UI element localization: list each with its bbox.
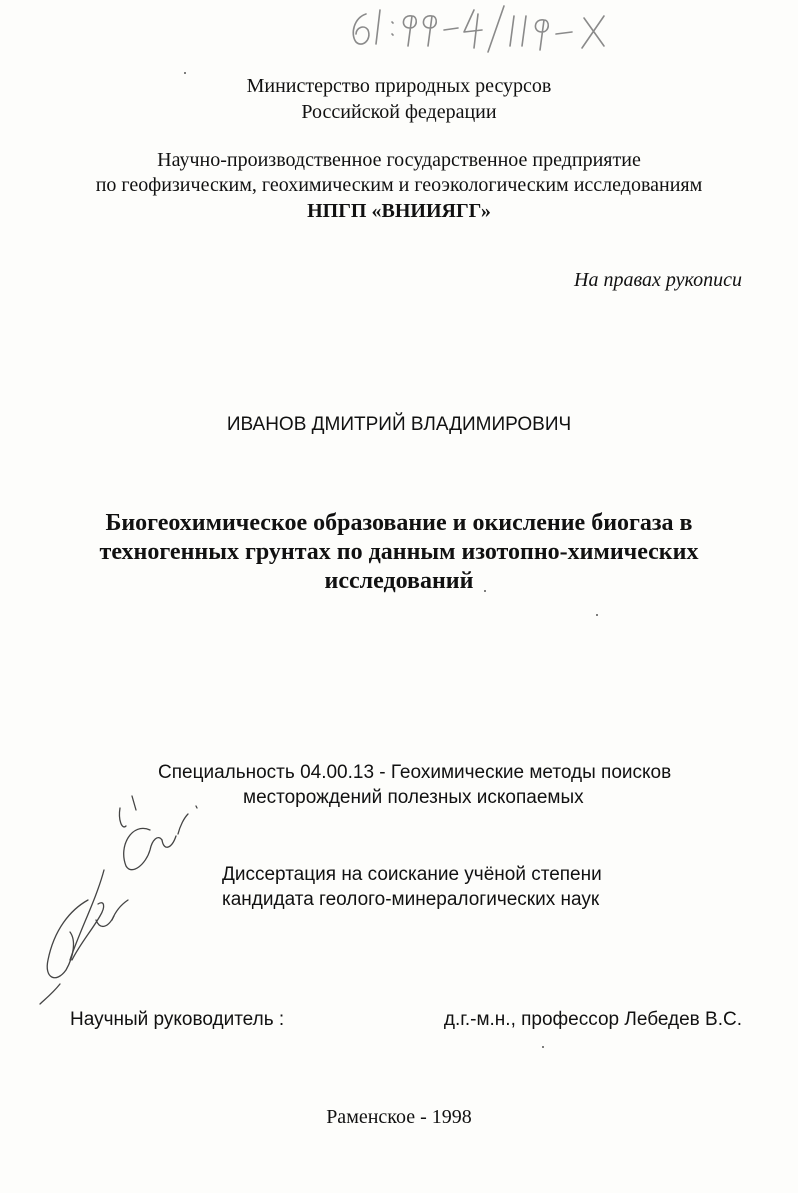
organization-line-2: по геофизическим, геохимическим и геоэкологическим исследованиям	[95, 174, 703, 196]
organization-line-1: Научно-производственное государственное предприятие	[157, 149, 641, 171]
ministry-line-1: Министерство природных ресурсов	[246, 75, 552, 97]
supervisor-name: д.г.-м.н., профессор Лебедев В.С.	[443, 1009, 742, 1030]
scan-speck	[542, 1046, 544, 1048]
specialty-line-2: месторождений полезных ископаемых	[243, 787, 584, 808]
manuscript-note: На правах рукописи	[574, 269, 742, 291]
place-year: Раменское - 1998	[326, 1106, 472, 1128]
specialty-line-1: Специальность 04.00.13 - Геохимические методы поисков	[158, 762, 672, 783]
scan-speck	[184, 72, 186, 74]
title-line-2: техногенных грунтах по данным изотопно-химических	[99, 539, 699, 565]
ministry-line-2: Российской федерации	[301, 101, 497, 123]
title-line-3: исследований	[324, 568, 474, 594]
title-line-1: Биогеохимическое образование и окисление биогаза в	[105, 510, 693, 536]
supervisor-label: Научный руководитель :	[70, 1009, 285, 1030]
author-name: ИВАНОВ ДМИТРИЙ ВЛАДИМИРОВИЧ	[226, 414, 572, 435]
organization-acronym: НПГП «ВНИИЯГГ»	[307, 200, 491, 222]
dissertation-line-1: Диссертация на соискание учёной степени	[222, 864, 602, 885]
scan-speck	[596, 614, 598, 616]
scan-speck	[484, 590, 486, 592]
dissertation-line-2: кандидата геолого-минералогических наук	[222, 889, 600, 910]
